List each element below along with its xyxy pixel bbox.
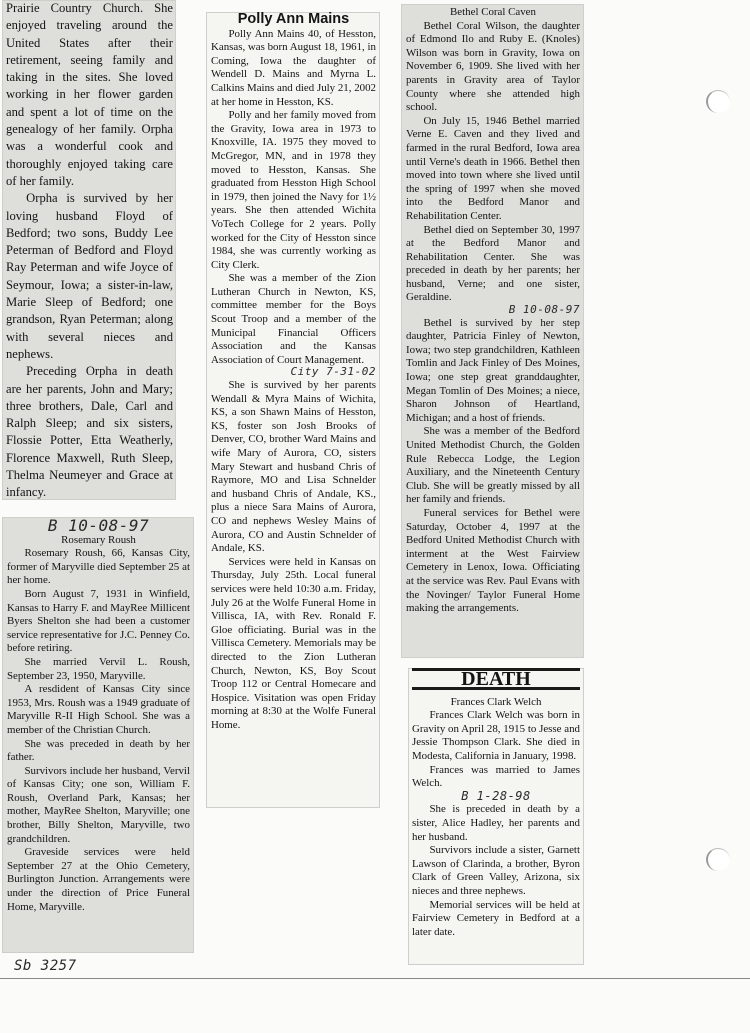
welch-paragraph-1: Frances Clark Welch was born in Gravity on April 28, 1915 to Jesse and Jessie Thompson Clark. She died in Modesta, California in January, 1998.: [412, 709, 580, 762]
orpha-paragraph-2: Orpha is survived by her loving husband Floyd of Bedford; two sons, Buddy Lee Peterman of Bedford and Floyd Ray Peterman and wife Joyce of Seymour, Iowa; a sister-in-law, Marie Sleep of Bedford; one grandson, Ryan Peterman; along with several nieces and nephews.: [6, 191, 173, 361]
welch-title: Frances Clark Welch: [450, 695, 542, 708]
mains-handwritten-date: City 7-31-02: [290, 365, 376, 379]
caven-paragraph-4: Bethel is survived by her step daughter, Patricia Finley of Newton, Iowa; two step grandchildren, Kathleen Tomlin and Jack Finley of Des Moines, Iowa; one step great granddaughter, Megan Tomlin of Des Moines; a niece, Sharon Johnson of Heartland, Michigan; and a host of friends.: [406, 316, 580, 424]
binder-hole-top: [706, 90, 730, 113]
mains-paragraph-5: Services were held in Kansas on Thursday, July 25th. Local funeral services were held 10:30 a.m. Friday, July 26 at the Wolfe Funeral Home in Villisca, IA, with Rev. Ronald F. Gloe officiating. Burial was in the Villisca Cemetery. Memorials may be directed to the Zion Lutheran Church, Newton, KS, Boy Scout Troop 112 or Central Homecare and Hospice. Visitation was open Friday morning at 8:30 at the Wolfe Funeral Home.: [211, 555, 376, 731]
roush-paragraph-7: Graveside services were held September 27 at the Ohio Cemetery, Burlington Junction. Arrangements were under the direction of Price Funeral Home, Maryville.: [7, 846, 190, 913]
frances-welch-clipping: [408, 668, 584, 965]
welch-paragraph-4: Survivors include a sister, Garnett Lawson of Clarinda, a brother, Byron Clark of Green Valley, Arizona, six nieces and three nephews.: [412, 844, 580, 897]
roush-paragraph-4: A resdident of Kansas City since 1953, Mrs. Roush was a 1949 graduate of Maryville R-II High School. She was a member of the Christian Church.: [7, 683, 190, 736]
roush-handwritten-date: B 10-08-97: [47, 517, 150, 535]
mains-paragraph-1: Polly Ann Mains 40, of Hesston, Kansas, was born August 18, 1961, in Coming, Iowa the daughter of Wendell D. Mains and Myrna L. Calkins Mains and died July 21, 2002 at her home in Hesston, KS.: [211, 27, 376, 108]
caven-title: Bethel Coral Caven: [450, 6, 536, 18]
mains-paragraph-2: Polly and her family moved from the Gravity, Iowa area in 1973 to Knoxville, IA. 1975 they moved to McGregor, MN, and in 1978 they moved to Hesston, Kansas. She graduated from Hesston High School in 1979, then joined the Navy for 1½ years. She then attended Wichita VoTech College for 2 years. Polly worked for the City of Hesston since 1984, she was currently working as City Clerk.: [211, 109, 376, 271]
bethel-caven-clipping: [401, 4, 584, 658]
roush-title: Rosemary Roush: [61, 533, 136, 546]
welch-paragraph-3: She is preceded in death by a sister, Alice Hadley, her parents and her husband.: [412, 803, 580, 843]
mains-title: Polly Ann Mains: [237, 12, 350, 27]
orpha-peterman-clipping: [2, 0, 176, 500]
roush-paragraph-2: Born August 7, 1931 in Winfield, Kansas to Harry F. and MayRee Millicent Byers Shelton she had been a customer service representative for J.C. Penney Co. before retiring.: [7, 587, 190, 655]
page-number: Sb 3257: [14, 958, 77, 974]
death-header: DEATH: [412, 668, 580, 690]
roush-paragraph-5: She was preceded in death by her father.: [7, 737, 190, 764]
caven-paragraph-5: She was a member of the Bedford United Methodist Church, the Golden Rule Rebecca Lodge, the Legion Auxiliary, and the Nineteenth Century Club. She will be greatly missed by all her family and friends.: [406, 425, 580, 506]
binder-hole-bottom: [706, 848, 730, 871]
page-bottom-edge: [0, 978, 750, 979]
caven-handwritten-date: B 10-08-97: [508, 303, 580, 317]
caven-paragraph-3: Bethel died on September 30, 1997 at the Bedford Manor and Rehabilitation Center. She was preceded in death by her parents; her husband, Verne; and one sister, Geraldine.: [406, 223, 580, 304]
welch-paragraph-2: Frances was married to James Welch.: [412, 763, 580, 790]
polly-mains-clipping: [206, 12, 380, 808]
roush-paragraph-1: Rosemary Roush, 66, Kansas City, former of Maryville died September 25 at her home.: [7, 547, 190, 587]
orpha-paragraph-3: Preceding Orpha in death are her parents, John and Mary; three brothers, Dale, Carl and Ralph Sleep; and six sisters, Flossie Potter, Etta Weatherly, Florence Maxwell, Ruth Sleep, Thelma Neumeyer and Grace at infancy.: [6, 364, 173, 500]
roush-paragraph-3: She married Vervil L. Roush, September 23, 1950, Maryville.: [7, 655, 190, 682]
welch-paragraph-5: Memorial services will be held at Fairview Cemetery in Bedford at a later date.: [412, 898, 580, 938]
roush-paragraph-6: Survivors include her husband, Vervil of Kansas City; one son, William F. Roush, Overland Park, Kansas; her mother, MayRee Shelton, Maryville; one brother, Billy Shelton, Maryville, two grandchildren.: [7, 764, 190, 845]
mains-paragraph-3: She was a member of the Zion Lutheran Church in Newton, KS, committee member for the Boys Scout Troop and a member of the Municipal Financial Officers Association and the Kansas Association of Court Management.: [211, 272, 376, 366]
welch-handwritten-date: B 1-28-98: [461, 788, 531, 803]
caven-paragraph-6: Funeral services for Bethel were Saturday, October 4, 1997 at the Bedford United Methodist Church with interment at the West Fairview Cemetery in Lenox, Iowa. Officiating at the service was Rev. Paul Evans with the Novinger/ Taylor Funeral Home making the arrangements.: [406, 506, 580, 615]
orpha-paragraph-1: Prairie Country Church. She enjoyed traveling around the United States after their retirement, seeing family and taking in the sites. She loved working in her flower garden and spent a lot of time on the genealogy of her family. Orpha was a wonderful cook and thoroughly enjoyed taking care of her family.: [6, 1, 173, 188]
caven-paragraph-2: On July 15, 1946 Bethel married Verne E. Caven and they lived and farmed in the rural Bedford, Iowa area until Verne's death in 1966. Bethel then moved into town where she lived until the spring of 1997 when she moved into the Bedford Manor and Rehabilitation Center.: [406, 114, 580, 222]
mains-paragraph-4: She is survived by her parents Wendall & Myra Mains of Wichita, KS, a son Shawn Mains of Hesston, KS, foster son Josh Brooks of Denver, CO, brother Ward Mains and wife Mary of Aurora, CO, sisters Mary Stewart and husband Chris of Raymore, MO and Lisa Schnelder and husband Chris of Andale, KS., plus a niece Sara Mains of Aurora, CO and nephews Wesley Mains of Aurora, CO and Austin Schnelder of Andale, KS.: [211, 379, 376, 555]
rosemary-roush-clipping: [2, 517, 194, 953]
caven-paragraph-1: Bethel Coral Wilson, the daughter of Edmond Ilo and Ruby E. (Knoles) Wilson was born in Gravity, Iowa on November 6, 1909. She lived with her parents in Gravity area of Taylor County where she attended high school.: [406, 19, 580, 114]
